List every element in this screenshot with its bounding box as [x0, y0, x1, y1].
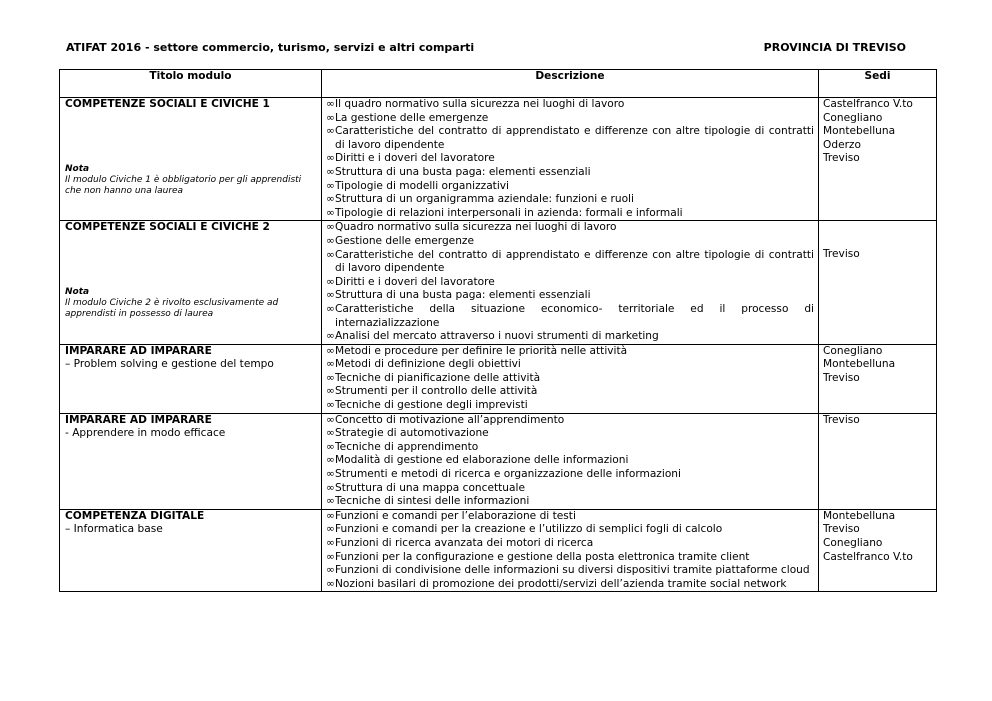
- list-item-text: Struttura di un organigramma aziendale: funzioni e ruoli: [335, 193, 634, 206]
- infinity-bullet-icon: ∞: [326, 427, 335, 440]
- infinity-bullet-icon: ∞: [326, 509, 335, 522]
- list-item-text: Funzioni e comandi per l’elaborazione di testi: [335, 509, 576, 522]
- module-description-cell: [322, 221, 819, 344]
- list-item-text: Diritti e i doveri del lavoratore: [335, 152, 495, 165]
- sede-name: Treviso: [823, 371, 860, 384]
- infinity-bullet-icon: ∞: [326, 577, 335, 590]
- list-item: [326, 454, 814, 468]
- list-item-text: Modalità di gestione ed elaborazione delle informazioni: [335, 454, 629, 467]
- list-item: [326, 345, 814, 359]
- module-description-cell: [322, 98, 819, 221]
- infinity-bullet-icon: ∞: [326, 413, 335, 426]
- list-item: [326, 551, 814, 565]
- infinity-bullet-icon: ∞: [326, 440, 335, 453]
- infinity-bullet-icon: ∞: [326, 125, 335, 138]
- module-sedi-cell: [819, 221, 937, 344]
- list-item-text: Quadro normativo sulla sicurezza nei luoghi di lavoro: [335, 221, 617, 234]
- infinity-bullet-icon: ∞: [326, 248, 335, 261]
- list-item: [326, 523, 814, 537]
- description-list: [326, 345, 814, 413]
- infinity-bullet-icon: ∞: [326, 221, 335, 234]
- list-item-text: Struttura di una busta paga: elementi essenziali: [335, 165, 591, 178]
- list-item-text: La gestione delle emergenze: [335, 111, 489, 124]
- infinity-bullet-icon: ∞: [326, 98, 335, 110]
- list-item-text: Tecniche di gestione degli imprevisti: [335, 399, 528, 412]
- list-item-text: Tecniche di sintesi delle informazioni: [335, 495, 530, 508]
- list-item: [326, 303, 814, 330]
- infinity-bullet-icon: ∞: [326, 206, 335, 219]
- module-title: COMPETENZA DIGITALE: [65, 509, 205, 522]
- list-item: [326, 468, 814, 482]
- header-province: PROVINCIA DI TREVISO: [763, 41, 906, 54]
- list-item-text: Struttura di una mappa concettuale: [335, 481, 525, 494]
- note-label: Nota: [65, 163, 90, 174]
- list-item-text: Tipologie di relazioni interpersonali in azienda: formali e informali: [335, 206, 683, 219]
- list-item: [326, 537, 814, 551]
- table-header-row: [60, 70, 937, 98]
- column-header-sedi: Sedi: [819, 70, 937, 98]
- table-row: [60, 221, 937, 344]
- infinity-bullet-icon: ∞: [326, 550, 335, 563]
- list-item: [326, 180, 814, 194]
- list-item: [326, 385, 814, 399]
- list-item-text: Funzioni per la configurazione e gestione della posta elettronica tramite client: [335, 550, 750, 563]
- list-item: [326, 441, 814, 455]
- column-header-descrizione: Descrizione: [322, 70, 819, 98]
- note-text: Il modulo Civiche 2 è rivolto esclusivamente ad apprendisti in possesso di laurea: [65, 297, 279, 319]
- list-item-text: Caratteristiche del contratto di apprendistato e differenze con altre tipologie di contratti di lavoro dipendente: [335, 125, 814, 151]
- list-item: [326, 510, 814, 524]
- list-item: [326, 276, 814, 290]
- infinity-bullet-icon: ∞: [326, 275, 335, 288]
- list-item-text: Caratteristiche della situazione economico- territoriale ed il processo di internazializzazione: [335, 302, 814, 329]
- column-header-titolo: Titolo modulo: [60, 70, 322, 98]
- list-item: [326, 235, 814, 249]
- table-row: [60, 413, 937, 509]
- list-item-text: Concetto di motivazione all’apprendimento: [335, 413, 565, 426]
- list-item: [326, 289, 814, 303]
- sede-name: Treviso: [823, 523, 860, 536]
- module-title-cell: [60, 221, 322, 344]
- list-item-text: Strumenti e metodi di ricerca e organizzazione delle informazioni: [335, 468, 681, 481]
- infinity-bullet-icon: ∞: [326, 152, 335, 165]
- list-item: [326, 330, 814, 344]
- list-item: [326, 152, 814, 166]
- infinity-bullet-icon: ∞: [326, 358, 335, 371]
- modules-table: [59, 69, 937, 592]
- list-item: [326, 372, 814, 386]
- infinity-bullet-icon: ∞: [326, 302, 335, 315]
- header-title: ATIFAT 2016 - settore commercio, turismo, servizi e altri comparti: [66, 41, 475, 54]
- list-item-text: Tipologie di modelli organizzativi: [335, 179, 509, 192]
- sede-name: Castelfranco V.to: [823, 550, 913, 563]
- sede-name: Treviso: [823, 248, 860, 261]
- list-item-text: Metodi e procedure per definire le priorità nelle attività: [335, 344, 628, 357]
- table-body: [60, 98, 937, 592]
- module-title-cell: [60, 344, 322, 413]
- sede-name: Treviso: [823, 152, 860, 165]
- module-subtitle: – Problem solving e gestione del tempo: [65, 358, 274, 371]
- infinity-bullet-icon: ∞: [326, 330, 335, 343]
- note-text: Il modulo Civiche 1 è obbligatorio per gli apprendisti che non hanno una laurea: [65, 174, 302, 196]
- module-subtitle: - Apprendere in modo efficace: [65, 427, 226, 440]
- sede-name: Montebelluna: [823, 509, 896, 522]
- description-list: [326, 98, 814, 220]
- module-title-cell: [60, 98, 322, 221]
- list-item: [326, 249, 814, 276]
- list-item: [326, 414, 814, 428]
- list-item-text: Metodi di definizione degli obiettivi: [335, 358, 521, 371]
- list-item: [326, 358, 814, 372]
- module-title: COMPETENZE SOCIALI E CIVICHE 1: [65, 98, 270, 110]
- list-item: [326, 221, 814, 235]
- list-item-text: Strumenti per il controllo delle attività: [335, 385, 538, 398]
- infinity-bullet-icon: ∞: [326, 344, 335, 357]
- infinity-bullet-icon: ∞: [326, 454, 335, 467]
- list-item-text: Nozioni basilari di promozione dei prodotti/servizi dell’azienda tramite social network: [335, 577, 787, 590]
- infinity-bullet-icon: ∞: [326, 564, 335, 577]
- list-item: [326, 495, 814, 509]
- module-sedi-cell: [819, 98, 937, 221]
- module-title-cell: [60, 413, 322, 509]
- list-item: [326, 166, 814, 180]
- sede-name: Castelfranco V.to: [823, 98, 913, 110]
- list-item: [326, 207, 814, 221]
- sede-name: Montebelluna: [823, 125, 896, 138]
- sede-name: Treviso: [823, 413, 860, 426]
- infinity-bullet-icon: ∞: [326, 234, 335, 247]
- module-sedi-cell: [819, 509, 937, 592]
- module-title: IMPARARE AD IMPARARE: [65, 344, 212, 357]
- sede-name: Oderzo: [823, 138, 861, 151]
- list-item-text: Tecniche di apprendimento: [335, 440, 479, 453]
- infinity-bullet-icon: ∞: [326, 165, 335, 178]
- module-note: [65, 164, 317, 197]
- list-item-text: Analisi del mercato attraverso i nuovi strumenti di marketing: [335, 330, 659, 343]
- sede-name: Conegliano: [823, 344, 883, 357]
- list-item-text: Strategie di automotivazione: [335, 427, 489, 440]
- module-note: [65, 287, 317, 320]
- list-item-text: Funzioni di ricerca avanzata dei motori di ricerca: [335, 537, 594, 549]
- list-item: [326, 482, 814, 496]
- list-item-text: Struttura di una busta paga: elementi essenziali: [335, 289, 591, 302]
- module-description-cell: [322, 344, 819, 413]
- list-item: [326, 578, 814, 592]
- infinity-bullet-icon: ∞: [326, 537, 335, 549]
- list-item-text: Tecniche di pianificazione delle attività: [335, 371, 541, 384]
- list-item-text: Funzioni e comandi per la creazione e l’utilizzo di semplici fogli di calcolo: [335, 523, 723, 536]
- list-item-text: Caratteristiche del contratto di apprendistato e differenze con altre tipologie di contratti di lavoro dipendente: [335, 248, 814, 275]
- infinity-bullet-icon: ∞: [326, 179, 335, 192]
- sede-name: Conegliano: [823, 111, 883, 124]
- list-item-text: Funzioni di condivisione delle informazioni su diversi dispositivi tramite piattaforme cloud: [335, 564, 810, 577]
- list-item: [326, 98, 814, 112]
- infinity-bullet-icon: ∞: [326, 495, 335, 508]
- note-label: Nota: [65, 286, 90, 297]
- module-subtitle: – Informatica base: [65, 523, 163, 536]
- page-header: [66, 41, 906, 57]
- description-list: [326, 414, 814, 509]
- sede-name: Conegliano: [823, 537, 883, 549]
- list-item: [326, 112, 814, 126]
- module-title-cell: [60, 509, 322, 592]
- table-row: [60, 98, 937, 221]
- description-list: [326, 221, 814, 343]
- table-row: [60, 344, 937, 413]
- infinity-bullet-icon: ∞: [326, 289, 335, 302]
- list-item: [326, 564, 814, 578]
- infinity-bullet-icon: ∞: [326, 468, 335, 481]
- infinity-bullet-icon: ∞: [326, 111, 335, 124]
- infinity-bullet-icon: ∞: [326, 481, 335, 494]
- module-description-cell: [322, 509, 819, 592]
- infinity-bullet-icon: ∞: [326, 399, 335, 412]
- module-sedi-cell: [819, 413, 937, 509]
- table-row: [60, 509, 937, 592]
- list-item: [326, 193, 814, 207]
- module-title: COMPETENZE SOCIALI E CIVICHE 2: [65, 221, 270, 234]
- list-item: [326, 399, 814, 413]
- list-item-text: Gestione delle emergenze: [335, 234, 474, 247]
- infinity-bullet-icon: ∞: [326, 385, 335, 398]
- list-item-text: Diritti e i doveri del lavoratore: [335, 275, 495, 288]
- description-list: [326, 510, 814, 592]
- module-sedi-cell: [819, 344, 937, 413]
- list-item: [326, 427, 814, 441]
- list-item-text: Il quadro normativo sulla sicurezza nei luoghi di lavoro: [335, 98, 625, 110]
- module-title: IMPARARE AD IMPARARE: [65, 413, 212, 426]
- sede-name: Montebelluna: [823, 358, 896, 371]
- module-description-cell: [322, 413, 819, 509]
- infinity-bullet-icon: ∞: [326, 193, 335, 206]
- infinity-bullet-icon: ∞: [326, 371, 335, 384]
- list-item: [326, 125, 814, 152]
- infinity-bullet-icon: ∞: [326, 523, 335, 536]
